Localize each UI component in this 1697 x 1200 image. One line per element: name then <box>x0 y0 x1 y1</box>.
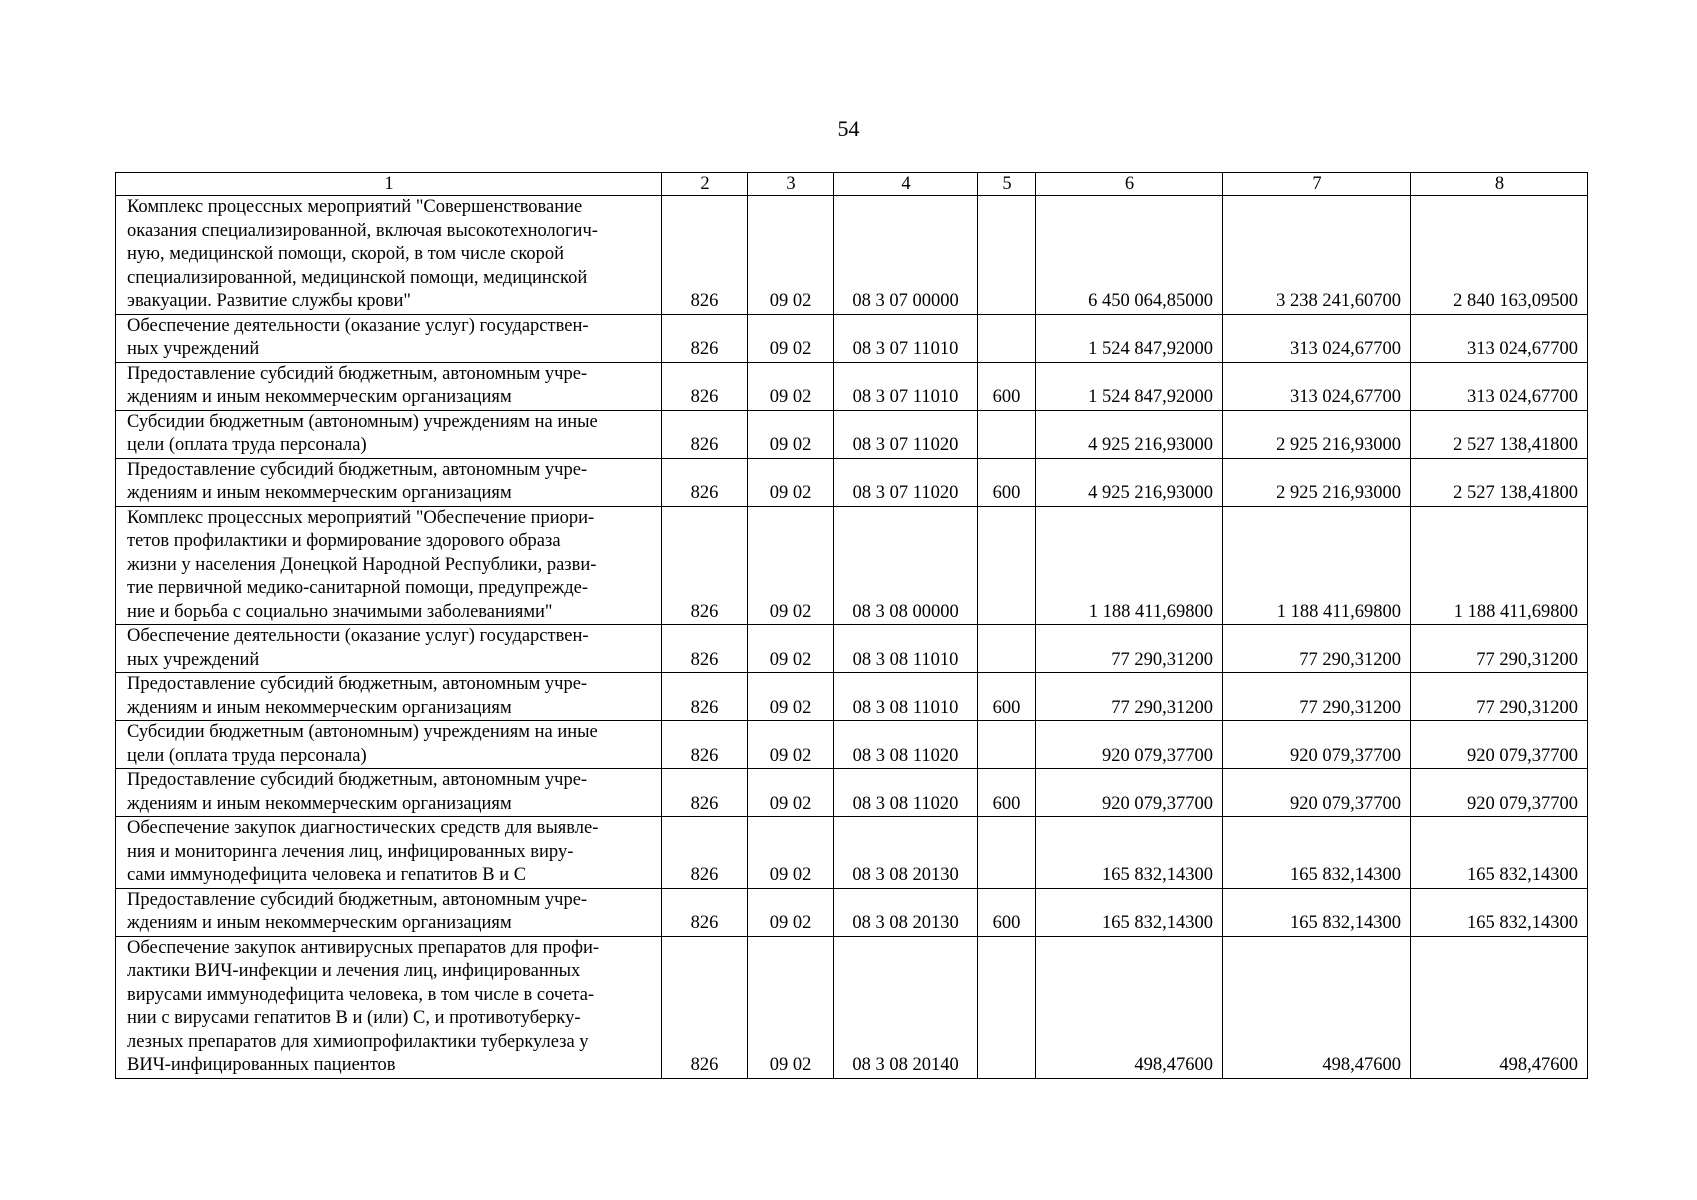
amount-col8-cell: 313 024,67700 <box>1411 362 1588 410</box>
amount-col6-cell: 77 290,31200 <box>1036 673 1223 721</box>
table-body <box>116 196 1588 1079</box>
amount-col7-cell: 3 238 241,60700 <box>1223 196 1411 315</box>
target-article-cell: 08 3 07 11010 <box>834 314 978 362</box>
item-name-line: Обеспечение закупок антивирусных препаратов для профи- <box>127 937 600 958</box>
section-code-cell: 09 02 <box>748 410 834 458</box>
item-name-line: вирусами иммунодефицита человека, в том числе в сочета- <box>127 984 595 1005</box>
column-header: 4 <box>834 173 978 196</box>
item-name-line: ВИЧ-инфицированных пациентов <box>127 1055 396 1075</box>
item-name-line: сами иммунодефицита человека и гепатитов B и C <box>127 865 527 885</box>
ministry-code-cell: 826 <box>662 625 748 673</box>
table-row <box>116 362 1588 410</box>
amount-col6-cell: 920 079,37700 <box>1036 721 1223 769</box>
table-row <box>116 817 1588 889</box>
section-code-cell: 09 02 <box>748 362 834 410</box>
target-article-cell: 08 3 08 11020 <box>834 769 978 817</box>
item-name-cell <box>116 314 662 362</box>
expense-type-cell: 600 <box>978 888 1036 936</box>
item-name-cell <box>116 362 662 410</box>
expense-type-cell <box>978 506 1036 625</box>
item-name-cell <box>116 721 662 769</box>
item-name-line: Предоставление субсидий бюджетным, автономным учре- <box>127 674 588 694</box>
section-code-cell: 09 02 <box>748 721 834 769</box>
item-name-line: Субсидии бюджетным (автономным) учреждениям на иные <box>127 722 598 742</box>
amount-col8-cell: 313 024,67700 <box>1411 314 1588 362</box>
amount-col6-cell: 1 524 847,92000 <box>1036 362 1223 410</box>
expense-type-cell <box>978 721 1036 769</box>
page-number: 54 <box>837 116 860 141</box>
item-name-line: ния и мониторинга лечения лиц, инфицированных виру- <box>127 841 574 862</box>
item-name-cell <box>116 936 662 1078</box>
ministry-code-cell: 826 <box>662 506 748 625</box>
item-name-line: цели (оплата труда персонала) <box>127 745 367 766</box>
table-row <box>116 769 1588 817</box>
item-name-cell <box>116 196 662 315</box>
target-article-cell: 08 3 07 00000 <box>834 196 978 315</box>
item-name-line: Предоставление субсидий бюджетным, автономным учре- <box>127 363 588 384</box>
target-article-cell: 08 3 08 11010 <box>834 673 978 721</box>
item-name-line: Обеспечение закупок диагностических средств для выявле- <box>127 818 599 838</box>
amount-col8-cell: 920 079,37700 <box>1411 769 1588 817</box>
ministry-code-cell: 826 <box>662 458 748 506</box>
target-article-cell: 08 3 08 20130 <box>834 888 978 936</box>
item-name-cell <box>116 769 662 817</box>
ministry-code-cell: 826 <box>662 769 748 817</box>
amount-col6-cell: 4 925 216,93000 <box>1036 458 1223 506</box>
amount-col7-cell: 165 832,14300 <box>1223 888 1411 936</box>
amount-col7-cell: 2 925 216,93000 <box>1223 458 1411 506</box>
amount-col6-cell: 920 079,37700 <box>1036 769 1223 817</box>
item-name-cell <box>116 458 662 506</box>
expense-type-cell <box>978 817 1036 889</box>
section-code-cell: 09 02 <box>748 817 834 889</box>
item-name-line: Комплекс процессных мероприятий "Совершенствование <box>127 197 583 217</box>
amount-col8-cell: 77 290,31200 <box>1411 625 1588 673</box>
column-header: 1 <box>116 173 662 196</box>
target-article-cell: 08 3 08 11010 <box>834 625 978 673</box>
item-name-line: лезных препаратов для химиопрофилактики туберкулеза у <box>127 1031 589 1052</box>
section-code-cell: 09 02 <box>748 458 834 506</box>
item-name-line: тетов профилактики и формирование здорового образа <box>127 531 561 551</box>
target-article-cell: 08 3 07 11020 <box>834 410 978 458</box>
ministry-code-cell: 826 <box>662 936 748 1078</box>
item-name-line: Субсидии бюджетным (автономным) учреждениям на иные <box>127 411 598 432</box>
item-name-line: ждениям и иным некоммерческим организациям <box>127 697 512 718</box>
ministry-code-cell: 826 <box>662 314 748 362</box>
column-header: 8 <box>1411 173 1588 196</box>
target-article-cell: 08 3 08 20130 <box>834 817 978 889</box>
section-code-cell: 09 02 <box>748 673 834 721</box>
expense-type-cell: 600 <box>978 362 1036 410</box>
table-row <box>116 625 1588 673</box>
amount-col8-cell: 2 527 138,41800 <box>1411 458 1588 506</box>
target-article-cell: 08 3 07 11010 <box>834 362 978 410</box>
amount-col7-cell: 165 832,14300 <box>1223 817 1411 889</box>
expense-type-cell <box>978 196 1036 315</box>
item-name-line: Предоставление субсидий бюджетным, автономным учре- <box>127 770 588 790</box>
amount-col7-cell: 313 024,67700 <box>1223 314 1411 362</box>
section-code-cell: 09 02 <box>748 196 834 315</box>
item-name-line: эвакуации. Развитие службы крови" <box>127 291 411 311</box>
table-row <box>116 673 1588 721</box>
item-name-cell <box>116 410 662 458</box>
table-row <box>116 506 1588 625</box>
table-row <box>116 458 1588 506</box>
item-name-cell <box>116 888 662 936</box>
budget-table <box>115 172 1588 1079</box>
table-row <box>116 410 1588 458</box>
item-name-line: жизни у населения Донецкой Народной Республики, разви- <box>127 554 597 575</box>
expense-type-cell: 600 <box>978 458 1036 506</box>
target-article-cell: 08 3 08 20140 <box>834 936 978 1078</box>
item-name-cell <box>116 625 662 673</box>
table-row <box>116 314 1588 362</box>
amount-col6-cell: 77 290,31200 <box>1036 625 1223 673</box>
amount-col7-cell: 77 290,31200 <box>1223 625 1411 673</box>
column-header: 5 <box>978 173 1036 196</box>
expense-type-cell <box>978 936 1036 1078</box>
item-name-line: оказания специализированной, включая высокотехнологич- <box>127 220 598 241</box>
amount-col8-cell: 165 832,14300 <box>1411 888 1588 936</box>
amount-col8-cell: 920 079,37700 <box>1411 721 1588 769</box>
column-header: 2 <box>662 173 748 196</box>
item-name-line: нии с вирусами гепатитов B и (или) C, и противотуберку- <box>127 1008 581 1028</box>
amount-col6-cell: 1 524 847,92000 <box>1036 314 1223 362</box>
item-name-cell <box>116 817 662 889</box>
item-name-cell <box>116 506 662 625</box>
section-code-cell: 09 02 <box>748 888 834 936</box>
item-name-line: Обеспечение деятельности (оказание услуг) государствен- <box>127 315 589 336</box>
amount-col6-cell: 6 450 064,85000 <box>1036 196 1223 315</box>
column-number-row <box>116 173 1588 196</box>
amount-col8-cell: 498,47600 <box>1411 936 1588 1078</box>
amount-col8-cell: 77 290,31200 <box>1411 673 1588 721</box>
amount-col7-cell: 498,47600 <box>1223 936 1411 1078</box>
section-code-cell: 09 02 <box>748 936 834 1078</box>
item-name-line: Обеспечение деятельности (оказание услуг) государствен- <box>127 626 589 646</box>
item-name-line: ждениям и иным некоммерческим организациям <box>127 387 512 407</box>
item-name-line: лактики ВИЧ-инфекции и лечения лиц, инфицированных <box>127 961 581 981</box>
table-row <box>116 721 1588 769</box>
item-name-line: ждениям и иным некоммерческим организациям <box>127 793 512 814</box>
item-name-line: Комплекс процессных мероприятий "Обеспечение приори- <box>127 507 595 528</box>
section-code-cell: 09 02 <box>748 625 834 673</box>
expense-type-cell: 600 <box>978 673 1036 721</box>
expense-type-cell: 600 <box>978 769 1036 817</box>
target-article-cell: 08 3 07 11020 <box>834 458 978 506</box>
item-name-line: ную, медицинской помощи, скорой, в том числе скорой <box>127 244 565 264</box>
amount-col7-cell: 2 925 216,93000 <box>1223 410 1411 458</box>
item-name-line: ждениям и иным некоммерческим организациям <box>127 913 512 933</box>
target-article-cell: 08 3 08 11020 <box>834 721 978 769</box>
amount-col7-cell: 77 290,31200 <box>1223 673 1411 721</box>
ministry-code-cell: 826 <box>662 196 748 315</box>
column-header: 6 <box>1036 173 1223 196</box>
item-name-line: ние и борьба с социально значимыми заболеваниями" <box>127 601 553 622</box>
expense-type-cell <box>978 625 1036 673</box>
amount-col7-cell: 313 024,67700 <box>1223 362 1411 410</box>
table-row <box>116 196 1588 315</box>
table-row <box>116 936 1588 1078</box>
amount-col8-cell: 2 840 163,09500 <box>1411 196 1588 315</box>
section-code-cell: 09 02 <box>748 506 834 625</box>
amount-col8-cell: 1 188 411,69800 <box>1411 506 1588 625</box>
column-header: 3 <box>748 173 834 196</box>
section-code-cell: 09 02 <box>748 769 834 817</box>
target-article-cell: 08 3 08 00000 <box>834 506 978 625</box>
item-name-line: Предоставление субсидий бюджетным, автономным учре- <box>127 459 588 480</box>
table-row <box>116 888 1588 936</box>
amount-col7-cell: 1 188 411,69800 <box>1223 506 1411 625</box>
ministry-code-cell: 826 <box>662 888 748 936</box>
amount-col8-cell: 2 527 138,41800 <box>1411 410 1588 458</box>
ministry-code-cell: 826 <box>662 817 748 889</box>
item-name-line: Предоставление субсидий бюджетным, автономным учре- <box>127 889 588 910</box>
ministry-code-cell: 826 <box>662 673 748 721</box>
amount-col6-cell: 4 925 216,93000 <box>1036 410 1223 458</box>
ministry-code-cell: 826 <box>662 362 748 410</box>
item-name-line: тие первичной медико-санитарной помощи, предупрежде- <box>127 578 589 598</box>
ministry-code-cell: 826 <box>662 721 748 769</box>
section-code-cell: 09 02 <box>748 314 834 362</box>
amount-col8-cell: 165 832,14300 <box>1411 817 1588 889</box>
item-name-line: специализированной, медицинской помощи, медицинской <box>127 267 588 288</box>
expense-type-cell <box>978 410 1036 458</box>
ministry-code-cell: 826 <box>662 410 748 458</box>
item-name-line: ных учреждений <box>127 339 260 359</box>
item-name-line: цели (оплата труда персонала) <box>127 435 367 455</box>
amount-col7-cell: 920 079,37700 <box>1223 769 1411 817</box>
expense-type-cell <box>978 314 1036 362</box>
amount-col6-cell: 498,47600 <box>1036 936 1223 1078</box>
amount-col6-cell: 165 832,14300 <box>1036 817 1223 889</box>
item-name-cell <box>116 673 662 721</box>
item-name-line: ных учреждений <box>127 649 260 670</box>
item-name-line: ждениям и иным некоммерческим организациям <box>127 483 512 503</box>
amount-col7-cell: 920 079,37700 <box>1223 721 1411 769</box>
amount-col6-cell: 165 832,14300 <box>1036 888 1223 936</box>
column-header: 7 <box>1223 173 1411 196</box>
amount-col6-cell: 1 188 411,69800 <box>1036 506 1223 625</box>
